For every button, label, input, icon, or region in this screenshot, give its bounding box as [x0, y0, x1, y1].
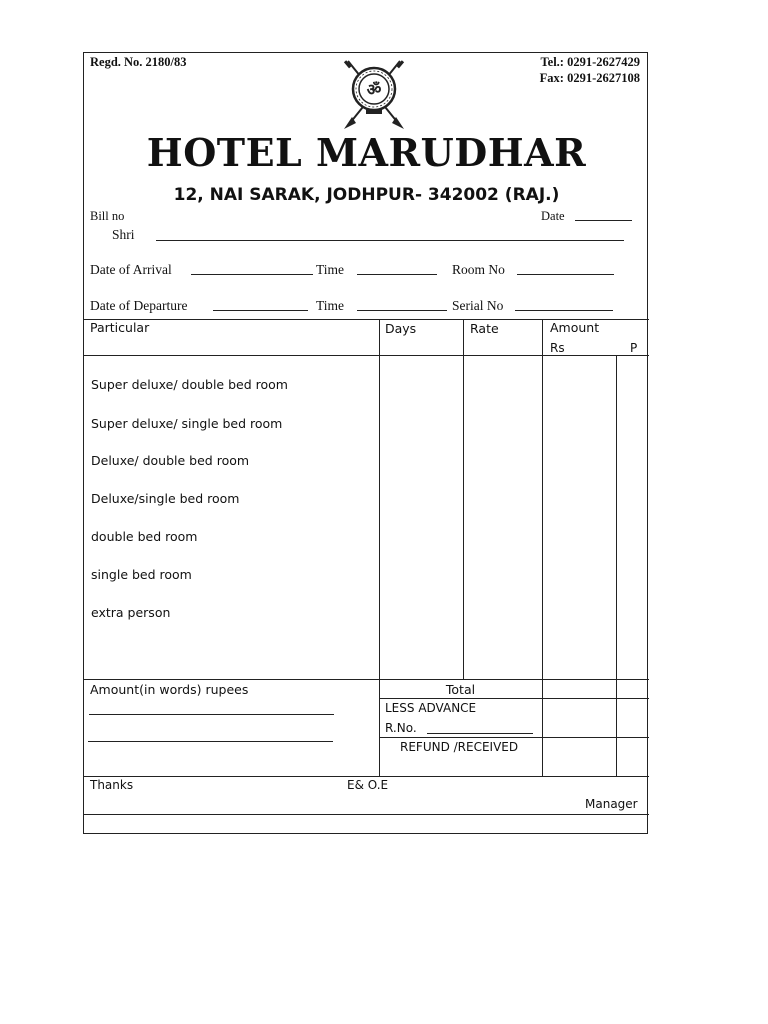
list-item: single bed room [91, 567, 192, 582]
hotel-emblem-icon [340, 57, 408, 131]
receipt-no-field-line[interactable] [427, 733, 533, 734]
footer-top-border [84, 776, 649, 777]
bill-no-label: Bill no [90, 209, 125, 223]
paise-column-divider [616, 355, 617, 776]
receipt-no-label: R.No. [385, 721, 417, 735]
date-of-arrival-label: Date of Arrival [90, 262, 172, 277]
arrival-time-label: Time [316, 262, 345, 277]
table-header-bottom-border [84, 355, 649, 356]
svg-text:ॐ: ॐ [366, 80, 382, 99]
less-advance-label: LESS ADVANCE [385, 701, 477, 715]
hotel-name: HOTEL MARUDHAR [146, 130, 587, 175]
paise-header: P [630, 341, 638, 355]
date-label: Date [541, 209, 565, 223]
amount-in-words-label: Amount(in words) rupees [90, 682, 249, 697]
table-body-bottom-border [84, 679, 649, 680]
rupees-header: Rs [550, 341, 565, 355]
total-label: Total [445, 682, 476, 697]
amount-header: Amount [550, 320, 600, 335]
date-of-departure-field-line[interactable] [213, 310, 308, 311]
list-item: double bed room [91, 529, 198, 544]
list-item: Deluxe/single bed room [91, 491, 240, 506]
days-column-divider [379, 319, 380, 776]
days-header: Days [385, 321, 417, 336]
date-field-line[interactable] [575, 220, 632, 221]
list-item: Super deluxe/ double bed room [91, 377, 288, 392]
departure-time-label: Time [316, 298, 345, 313]
total-row-bottom-border [379, 698, 649, 699]
list-item: Deluxe/ double bed room [91, 453, 250, 468]
list-item: extra person [91, 605, 171, 620]
refund-received-label: REFUND /RECEIVED [400, 740, 519, 754]
list-item: Super deluxe/ single bed room [91, 416, 283, 431]
serial-no-field-line[interactable] [515, 310, 613, 311]
hotel-bill-form [83, 52, 648, 834]
advance-row-bottom-border [379, 737, 649, 738]
registration-number: Regd. No. 2180/83 [90, 55, 187, 69]
serial-no-label: Serial No [452, 298, 504, 313]
thanks-text: Thanks [90, 778, 134, 792]
date-of-arrival-field-line[interactable] [191, 274, 313, 275]
amount-column-divider [542, 319, 543, 776]
amount-in-words-line-1[interactable] [89, 714, 334, 715]
hotel-address: 12, NAI SARAK, JODHPUR- 342002 (RAJ.) [173, 185, 560, 205]
telephone-number: Tel.: 0291-2627429 [540, 55, 640, 69]
amount-in-words-line-2[interactable] [88, 741, 333, 742]
date-of-departure-label: Date of Departure [90, 298, 188, 313]
manager-signature-label: Manager [585, 797, 638, 811]
arrival-time-field-line[interactable] [357, 274, 437, 275]
rate-header: Rate [470, 321, 499, 336]
footer-bottom-border [84, 814, 649, 815]
fax-number: Fax: 0291-2627108 [539, 71, 640, 85]
room-no-label: Room No [452, 262, 505, 277]
eoe-text: E& O.E [347, 778, 389, 792]
room-no-field-line[interactable] [517, 274, 614, 275]
shri-label: Shri [112, 227, 135, 242]
particular-header: Particular [90, 320, 150, 335]
guest-name-field-line[interactable] [156, 240, 624, 241]
rate-column-divider [463, 319, 464, 679]
departure-time-field-line[interactable] [357, 310, 447, 311]
